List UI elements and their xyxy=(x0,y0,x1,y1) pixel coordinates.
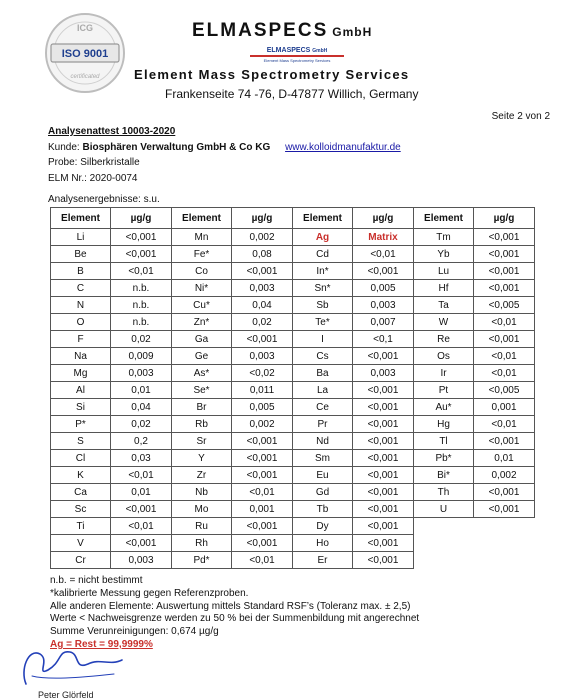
note-threshold: Werte < Nachweisgrenze werden zu 50 % bei der Summenbildung mit angerechnet xyxy=(50,613,420,625)
table-row xyxy=(51,280,535,297)
company-tagline: Element Mass Spectrometry Services xyxy=(134,67,410,82)
element-cell: Ru xyxy=(172,518,232,535)
element-cell: Tm xyxy=(414,229,474,246)
value-cell: <0,001 xyxy=(353,416,414,433)
value-cell: 0,003 xyxy=(111,365,172,382)
element-cell: Ga xyxy=(172,331,232,348)
value-cell: <0,001 xyxy=(353,518,414,535)
element-cell: Ta xyxy=(414,297,474,314)
table-row xyxy=(51,416,535,433)
table-row xyxy=(51,518,535,535)
value-cell: <0,001 xyxy=(353,484,414,501)
element-cell: P* xyxy=(51,416,111,433)
element-cell: Hg xyxy=(414,416,474,433)
value-cell: 0,002 xyxy=(232,229,293,246)
element-cell: Th xyxy=(414,484,474,501)
value-cell: 0,02 xyxy=(232,314,293,331)
element-cell: Bi* xyxy=(414,467,474,484)
element-cell: Ge xyxy=(172,348,232,365)
table-row xyxy=(51,450,535,467)
table-row xyxy=(51,552,535,569)
header-cell: Element xyxy=(172,208,232,229)
value-cell: 0,002 xyxy=(232,416,293,433)
value-cell: <0,001 xyxy=(474,433,535,450)
header-cell: Element xyxy=(293,208,353,229)
element-cell: Sc xyxy=(51,501,111,518)
value-cell: <0,01 xyxy=(474,314,535,331)
note-nb: n.b. = nicht bestimmt xyxy=(50,575,143,586)
element-cell: Se* xyxy=(172,382,232,399)
header-cell: Element xyxy=(414,208,474,229)
element-cell: Pr xyxy=(293,416,353,433)
logo-bar xyxy=(250,55,344,57)
value-cell: <0,001 xyxy=(353,399,414,416)
element-cell: C xyxy=(51,280,111,297)
header-cell: µg/g xyxy=(353,208,414,229)
value-cell: 0,002 xyxy=(474,467,535,484)
note-sum: Summe Verunreinigungen: 0,674 µg/g xyxy=(50,626,219,638)
value-cell: <0,001 xyxy=(232,433,293,450)
element-cell: In* xyxy=(293,263,353,280)
report-title: Analysenattest 10003-2020 xyxy=(48,126,176,137)
table-row xyxy=(51,246,535,263)
value-cell: <0,001 xyxy=(232,467,293,484)
element-cell: Be xyxy=(51,246,111,263)
element-cell: Ca xyxy=(51,484,111,501)
element-cell: Dy xyxy=(293,518,353,535)
value-cell: 0,08 xyxy=(232,246,293,263)
element-cell: Sn* xyxy=(293,280,353,297)
logo-subtext: Element Mass Spectrometry Services xyxy=(263,58,331,63)
element-cell: Mo xyxy=(172,501,232,518)
element-cell: Cr xyxy=(51,552,111,569)
table-row xyxy=(51,433,535,450)
value-cell: <0,001 xyxy=(353,501,414,518)
value-cell: <0,001 xyxy=(232,450,293,467)
table-row xyxy=(51,399,535,416)
element-cell: Y xyxy=(172,450,232,467)
results-table-body xyxy=(51,229,535,569)
value-cell: 0,01 xyxy=(111,484,172,501)
company-name-text: ELMASPECS xyxy=(192,20,329,41)
value-cell: 0,007 xyxy=(353,314,414,331)
element-cell: Sb xyxy=(293,297,353,314)
results-table xyxy=(50,207,535,569)
value-cell: n.b. xyxy=(111,280,172,297)
element-cell: Si xyxy=(51,399,111,416)
value-cell: 0,003 xyxy=(353,297,414,314)
element-cell: F xyxy=(51,331,111,348)
table-row xyxy=(51,484,535,501)
value-cell: <0,001 xyxy=(353,433,414,450)
value-cell: <0,005 xyxy=(474,382,535,399)
element-cell: Mn xyxy=(172,229,232,246)
value-cell: <0,001 xyxy=(111,246,172,263)
element-cell: Na xyxy=(51,348,111,365)
header-cell: Element xyxy=(51,208,111,229)
element-cell: Hf xyxy=(414,280,474,297)
value-cell: 0,003 xyxy=(111,552,172,569)
header-cell: µg/g xyxy=(474,208,535,229)
value-cell: <0,01 xyxy=(474,365,535,382)
element-cell: Sm xyxy=(293,450,353,467)
value-cell: <0,001 xyxy=(353,552,414,569)
element-cell: Pb* xyxy=(414,450,474,467)
signature-icon xyxy=(18,640,128,690)
value-cell: <0,001 xyxy=(111,501,172,518)
company-address: Frankenseite 74 -76, D-47877 Willich, Germany xyxy=(165,87,419,101)
logo-text: ELMASPECS GmbH xyxy=(266,47,328,54)
value-cell: <0,01 xyxy=(474,348,535,365)
value-cell: Matrix xyxy=(353,229,414,246)
customer-url-link[interactable]: www.kolloidmanufaktur.de xyxy=(285,142,401,153)
element-cell: Cs xyxy=(293,348,353,365)
element-cell: Au* xyxy=(414,399,474,416)
element-cell: S xyxy=(51,433,111,450)
value-cell: <0,001 xyxy=(232,518,293,535)
element-cell: Ba xyxy=(293,365,353,382)
element-cell: Cl xyxy=(51,450,111,467)
value-cell: <0,001 xyxy=(111,229,172,246)
element-cell: Br xyxy=(172,399,232,416)
element-cell: Co xyxy=(172,263,232,280)
value-cell: <0,01 xyxy=(111,467,172,484)
value-cell: <0,001 xyxy=(474,280,535,297)
element-cell: Mg xyxy=(51,365,111,382)
value-cell: 0,2 xyxy=(111,433,172,450)
value-cell: <0,001 xyxy=(474,331,535,348)
company-name xyxy=(192,20,372,42)
value-cell: <0,001 xyxy=(474,229,535,246)
element-cell: V xyxy=(51,535,111,552)
element-cell: Ag xyxy=(293,229,353,246)
value-cell: 0,003 xyxy=(232,348,293,365)
table-row xyxy=(51,365,535,382)
value-cell: 0,003 xyxy=(232,280,293,297)
empty-cell xyxy=(474,518,535,535)
value-cell: <0,001 xyxy=(353,348,414,365)
value-cell: <0,001 xyxy=(232,535,293,552)
element-cell: O xyxy=(51,314,111,331)
value-cell: <0,1 xyxy=(353,331,414,348)
value-cell: 0,011 xyxy=(232,382,293,399)
seal-bottom-text: certificated xyxy=(70,74,100,80)
empty-cell xyxy=(414,535,474,552)
table-row xyxy=(51,501,535,518)
sample-description: Probe: Silberkristalle xyxy=(48,157,140,168)
element-cell: Lu xyxy=(414,263,474,280)
table-header-row xyxy=(51,208,535,229)
value-cell: <0,01 xyxy=(232,484,293,501)
element-cell: I xyxy=(293,331,353,348)
element-cell: B xyxy=(51,263,111,280)
value-cell: 0,005 xyxy=(232,399,293,416)
value-cell: <0,001 xyxy=(232,331,293,348)
value-cell: <0,001 xyxy=(474,263,535,280)
element-cell: Li xyxy=(51,229,111,246)
empty-cell xyxy=(474,552,535,569)
element-cell: Cu* xyxy=(172,297,232,314)
element-cell: Ti xyxy=(51,518,111,535)
value-cell: <0,001 xyxy=(353,535,414,552)
element-cell: Rh xyxy=(172,535,232,552)
results-label: Analysenergebnisse: s.u. xyxy=(48,194,160,205)
table-row xyxy=(51,263,535,280)
element-cell: Ce xyxy=(293,399,353,416)
element-cell: Yb xyxy=(414,246,474,263)
value-cell: 0,01 xyxy=(111,382,172,399)
value-cell: <0,001 xyxy=(353,263,414,280)
element-cell: Er xyxy=(293,552,353,569)
element-cell: Tl xyxy=(414,433,474,450)
element-cell: K xyxy=(51,467,111,484)
value-cell: <0,01 xyxy=(353,246,414,263)
value-cell: 0,02 xyxy=(111,416,172,433)
page-number: Seite 2 von 2 xyxy=(491,111,550,122)
value-cell: <0,02 xyxy=(232,365,293,382)
element-cell: Eu xyxy=(293,467,353,484)
table-row xyxy=(51,229,535,246)
value-cell: <0,001 xyxy=(353,467,414,484)
value-cell: <0,001 xyxy=(232,263,293,280)
value-cell: <0,005 xyxy=(474,297,535,314)
value-cell: <0,001 xyxy=(353,450,414,467)
iso-seal-icon xyxy=(44,12,126,94)
element-cell: Os xyxy=(414,348,474,365)
seal-top-text: ICG xyxy=(76,23,94,33)
value-cell: 0,009 xyxy=(111,348,172,365)
note-others: Alle anderen Elemente: Auswertung mittels Standard RSF’s (Toleranz max. ± 2,5) xyxy=(50,600,411,612)
table-row xyxy=(51,314,535,331)
value-cell: n.b. xyxy=(111,314,172,331)
company-suffix: GmbH xyxy=(332,25,373,39)
element-cell: Tb xyxy=(293,501,353,518)
note-purity: Ag = Rest = 99,9999% xyxy=(50,638,153,650)
value-cell: <0,01 xyxy=(474,416,535,433)
element-cell: Zr xyxy=(172,467,232,484)
company-logo xyxy=(242,47,352,63)
value-cell: 0,001 xyxy=(232,501,293,518)
table-row xyxy=(51,535,535,552)
element-cell: Rb xyxy=(172,416,232,433)
element-cell: Zn* xyxy=(172,314,232,331)
customer-label: Kunde: xyxy=(48,142,80,153)
value-cell: 0,005 xyxy=(353,280,414,297)
element-cell: Nb xyxy=(172,484,232,501)
customer-name: Biosphären Verwaltung GmbH & Co KG xyxy=(82,142,271,153)
value-cell: 0,04 xyxy=(111,399,172,416)
value-cell: 0,03 xyxy=(111,450,172,467)
table-row xyxy=(51,348,535,365)
value-cell: n.b. xyxy=(111,297,172,314)
empty-cell xyxy=(414,518,474,535)
value-cell: 0,01 xyxy=(474,450,535,467)
value-cell: <0,001 xyxy=(474,246,535,263)
customer-line xyxy=(48,142,401,153)
element-cell: Pt xyxy=(414,382,474,399)
value-cell: <0,001 xyxy=(474,501,535,518)
element-cell: Ho xyxy=(293,535,353,552)
element-cell: Nd xyxy=(293,433,353,450)
element-cell: La xyxy=(293,382,353,399)
element-cell: Cd xyxy=(293,246,353,263)
signer-name: Peter Glörfeld xyxy=(38,690,94,700)
element-cell: Re xyxy=(414,331,474,348)
value-cell: <0,001 xyxy=(111,535,172,552)
value-cell: 0,02 xyxy=(111,331,172,348)
elm-number: ELM Nr.: 2020-0074 xyxy=(48,173,138,184)
header-cell: µg/g xyxy=(111,208,172,229)
table-row xyxy=(51,382,535,399)
element-cell: U xyxy=(414,501,474,518)
table-row xyxy=(51,467,535,484)
value-cell: 0,001 xyxy=(474,399,535,416)
table-row xyxy=(51,297,535,314)
empty-cell xyxy=(474,535,535,552)
element-cell: Ni* xyxy=(172,280,232,297)
element-cell: Fe* xyxy=(172,246,232,263)
value-cell: <0,001 xyxy=(353,382,414,399)
element-cell: Sr xyxy=(172,433,232,450)
element-cell: Gd xyxy=(293,484,353,501)
empty-cell xyxy=(414,552,474,569)
value-cell: <0,01 xyxy=(232,552,293,569)
seal-label: ISO 9001 xyxy=(61,48,109,60)
note-calibrated: *kalibrierte Messung gegen Referenzproben. xyxy=(50,587,249,599)
element-cell: Ir xyxy=(414,365,474,382)
header-cell: µg/g xyxy=(232,208,293,229)
value-cell: <0,001 xyxy=(474,484,535,501)
element-cell: N xyxy=(51,297,111,314)
value-cell: <0,01 xyxy=(111,518,172,535)
value-cell: 0,04 xyxy=(232,297,293,314)
element-cell: W xyxy=(414,314,474,331)
element-cell: Te* xyxy=(293,314,353,331)
element-cell: As* xyxy=(172,365,232,382)
value-cell: 0,003 xyxy=(353,365,414,382)
value-cell: <0,01 xyxy=(111,263,172,280)
element-cell: Pd* xyxy=(172,552,232,569)
table-row xyxy=(51,331,535,348)
element-cell: Al xyxy=(51,382,111,399)
